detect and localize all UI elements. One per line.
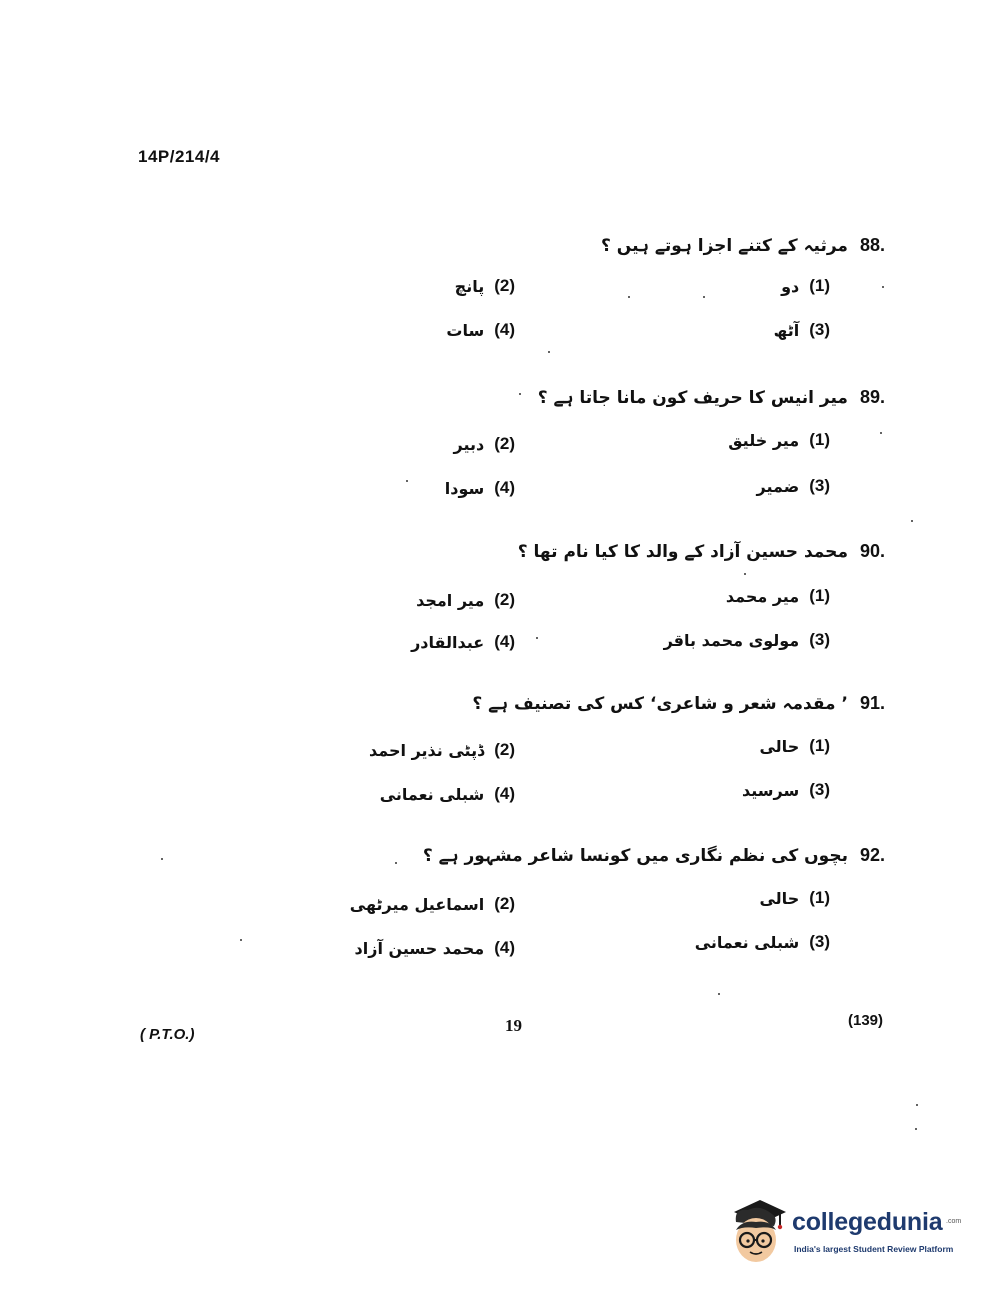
option-2 [350,890,515,918]
option-text: دبیر [453,434,485,454]
option-number: (4) [494,478,515,497]
option-number: (2) [494,276,515,295]
option-text: میر خلیق [728,430,800,450]
scan-speck [628,296,630,298]
option-number: (1) [809,736,830,755]
option-text: شبلی نعمانی [694,932,800,952]
scan-speck [703,296,705,298]
booklet-code: (139) [848,1012,884,1029]
option-4 [445,474,515,502]
option-1 [781,272,830,300]
option-3 [742,776,830,804]
option-text: آٹھ [773,320,800,340]
page-number: 19 [505,1016,522,1035]
option-number: (2) [494,740,515,759]
option-3 [664,626,830,654]
scan-speck [916,1104,918,1106]
option-4 [411,628,515,656]
option-2 [369,736,515,764]
question-90 [380,536,885,686]
scan-speck [718,993,720,995]
option-text: سرسید [742,780,800,800]
option-number: (1) [809,430,830,449]
scan-speck [915,1128,917,1130]
option-number: (3) [809,780,830,799]
option-text: ضمیر [756,476,800,496]
option-1 [759,732,830,760]
scan-speck [880,432,882,434]
option-text: میر محمد [725,586,800,606]
question-text: مرثیہ کے کتنے اجزا ہوتے ہیں ؟ [600,235,848,256]
question-number: 88. [859,234,885,255]
scan-speck [240,939,242,941]
question-stem [423,840,885,870]
option-number: (4) [494,784,515,803]
question-91 [369,688,885,838]
option-1 [759,884,830,912]
option-number: (2) [494,434,515,453]
option-number: (2) [494,590,515,609]
question-stem [601,230,885,260]
question-text: ’ مقدمہ شعر و شاعری‘ کس کی تصنیف ہے ؟ [472,693,848,714]
option-4 [380,780,515,808]
option-number: (3) [809,320,830,339]
option-text: اسماعیل میرٹھی [349,894,485,914]
option-number: (3) [809,630,830,649]
option-number: (1) [809,586,830,605]
option-text: ڈپٹی نذیر احمد [369,740,485,760]
option-text: پانچ [454,276,485,296]
question-number: 90. [859,540,885,561]
option-number: (4) [494,320,515,339]
option-text: سات [446,320,485,340]
question-text: محمد حسین آزاد کے والد کا کیا نام تھا ؟ [517,541,848,562]
question-text: بچوں کی نظم نگاری میں کونسا شاعر مشہور ہے ؟ [422,845,848,866]
option-text: دو [781,276,800,296]
option-text: مولوی محمد باقر [663,630,800,650]
option-text: حالی [759,888,800,908]
scan-speck [744,573,746,575]
option-number: (4) [494,632,515,651]
brand-dotcom: .com [946,1218,962,1225]
option-4 [355,934,515,962]
scan-speck [911,520,913,522]
option-number: (2) [494,894,515,913]
option-1 [728,426,830,454]
scan-speck [406,480,408,482]
scan-speck [395,862,397,864]
option-2 [416,586,515,614]
paper-code: 14P/214/4 [138,147,221,166]
scan-speck [882,286,884,288]
scan-speck [548,351,550,353]
brand-name: collegedunia [792,1208,943,1236]
option-text: حالی [759,736,800,756]
scan-speck [161,858,163,860]
option-2 [455,272,515,300]
question-stem [518,536,885,566]
question-number: 91. [859,692,885,713]
collegedunia-watermark [726,1196,966,1268]
option-text: میر امجد [416,590,485,610]
question-89 [380,382,885,532]
option-3 [774,316,830,344]
question-stem [538,382,885,412]
option-text: عبدالقادر [411,632,485,652]
pto-label: ( P.T.O.) [140,1026,195,1043]
question-number: 89. [859,386,885,407]
option-3 [695,928,830,956]
option-4 [446,316,515,344]
question-92 [349,840,885,990]
brand-tagline: India's largest Student Review Platform [794,1244,954,1254]
question-number: 92. [859,844,885,865]
option-text: محمد حسین آزاد [354,938,485,958]
option-3 [757,472,830,500]
question-text: میر انیس کا حریف کون مانا جاتا ہے ؟ [537,387,848,408]
scan-speck [536,637,538,639]
option-2 [454,430,515,458]
student-mascot-icon [726,1196,788,1268]
option-number: (3) [809,476,830,495]
option-1 [726,582,830,610]
option-number: (1) [809,276,830,295]
option-number: (3) [809,932,830,951]
question-88 [380,230,885,380]
option-number: (4) [494,938,515,957]
option-text: شبلی نعمانی [379,784,485,804]
option-text: سودا [444,478,485,498]
scan-speck [519,393,521,395]
option-number: (1) [809,888,830,907]
question-stem [472,688,885,718]
